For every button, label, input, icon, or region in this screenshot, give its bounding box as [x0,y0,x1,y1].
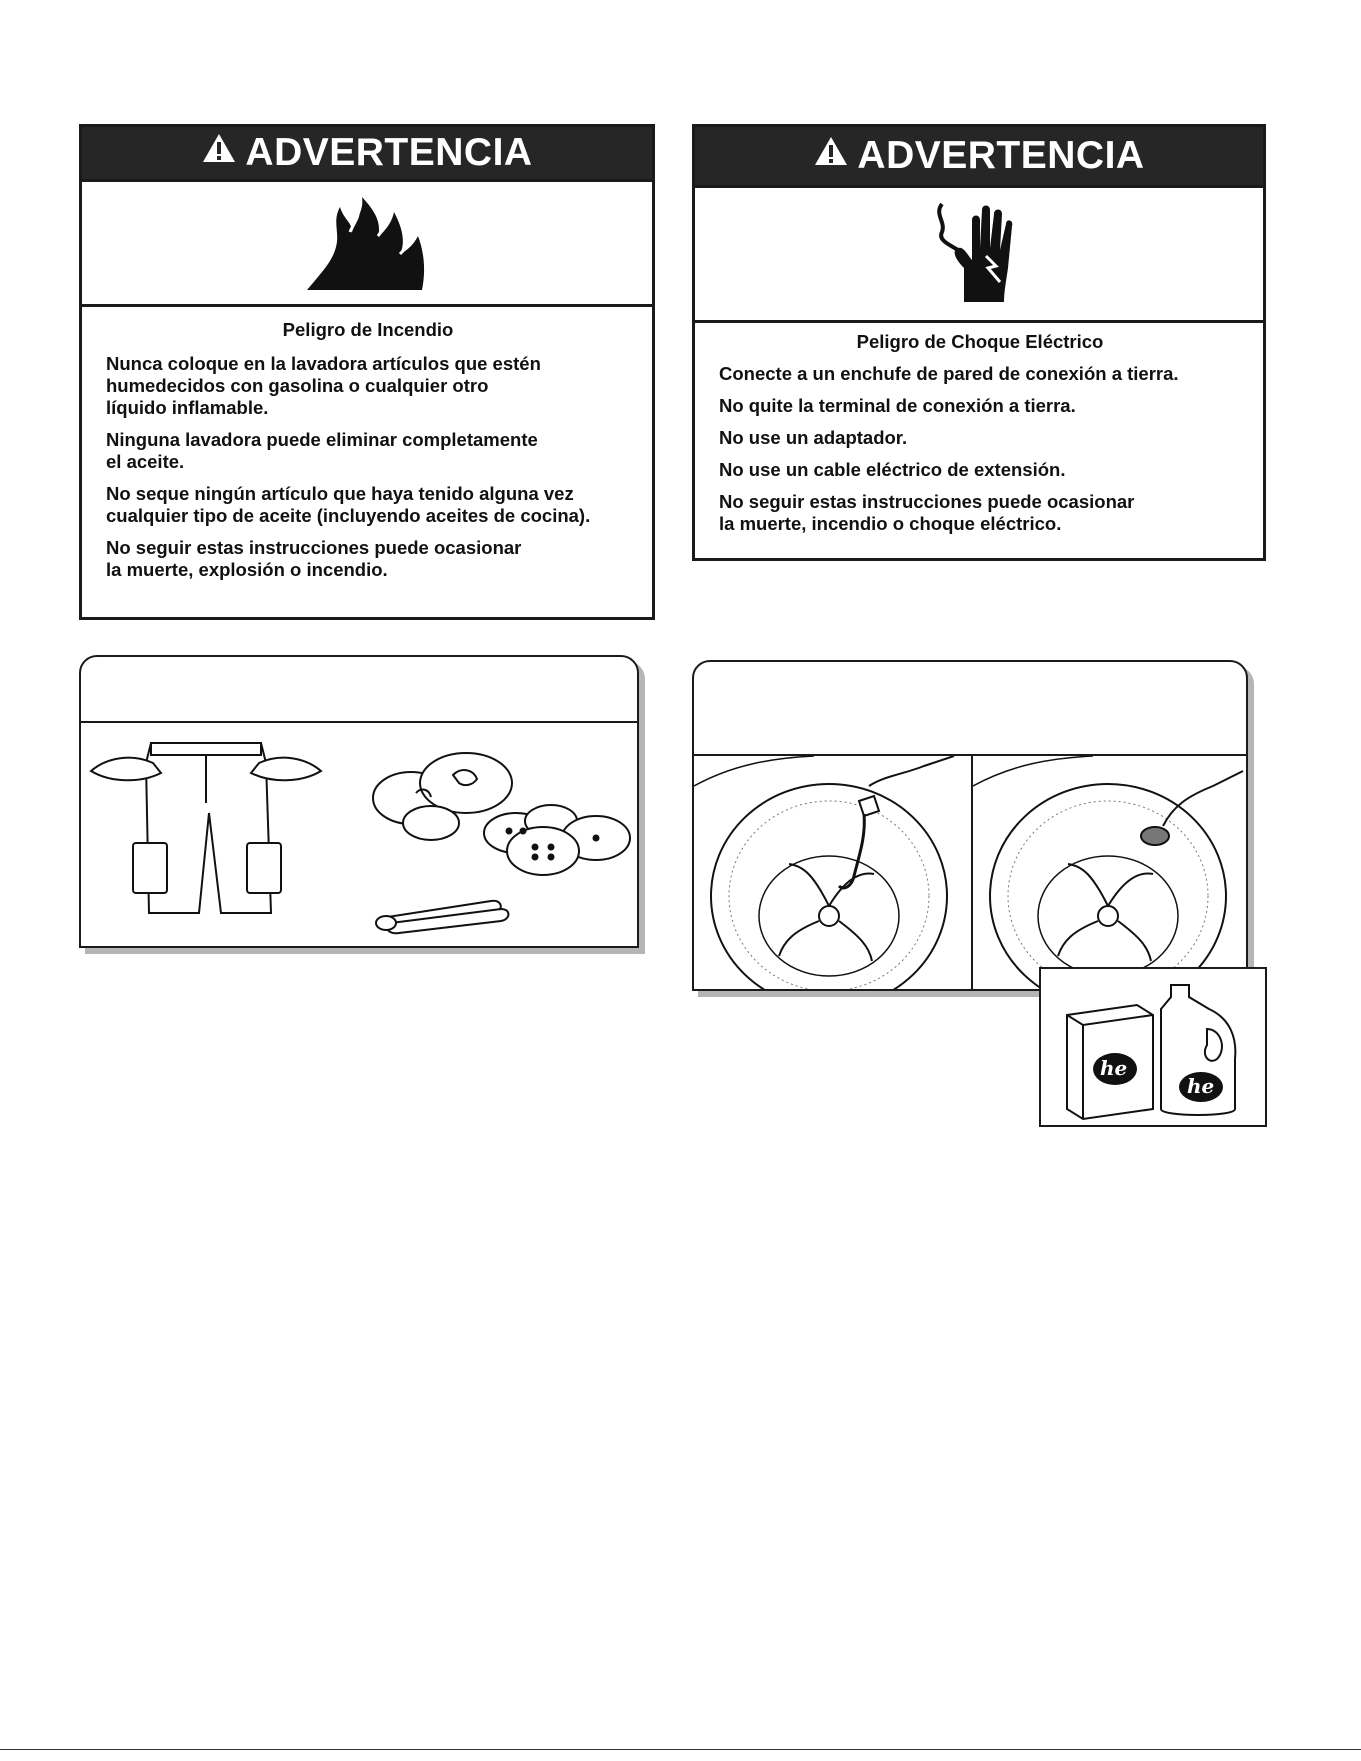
fire-warning-paragraph: Ninguna lavadora puede eliminar completamente el aceite. [106,429,538,472]
shock-hazard-pictogram [695,185,1263,323]
shock-warning-title: ADVERTENCIA [857,134,1145,177]
page-bottom-rule [0,1749,1361,1750]
fire-warning-box [79,124,655,620]
shock-warning-subtitle: Peligro de Choque Eléctrico [856,331,1104,352]
shock-warning-paragraph: No use un cable eléctrico de extensión. [719,459,1066,480]
fire-warning-subtitle: Peligro de Incendio [282,319,454,340]
shock-warning-box [692,124,1266,561]
shock-warning-paragraph: No quite la terminal de conexión a tierra. [719,395,1076,416]
fire-warning-paragraph: Nunca coloque en la lavadora artículos que estén humedecidos con gasolina o cualquier otro líquido inflamable. [106,353,541,418]
shock-warning-header [695,127,1263,185]
fire-warning-title: ADVERTENCIA [245,131,533,174]
fire-hazard-pictogram [82,179,652,307]
empty-pockets-illustration-panel [79,655,639,948]
he-logo-bottle-text: he [1187,1074,1215,1098]
add-detergent-illustration-panel [692,660,1248,991]
shock-warning-paragraph: No use un adaptador. [719,427,908,448]
shock-warning-paragraph: Conecte a un enchufe de pared de conexión a tierra. [719,363,1179,384]
buttons-icon [484,805,630,875]
washer-liquid-detergent-illustration [694,756,969,991]
he-logo-box-text: he [1100,1056,1128,1080]
warning-triangle-icon [201,126,237,178]
he-detergent-logo-box [1039,967,1267,1127]
fire-warning-paragraph: No seguir estas instrucciones puede ocasionar la muerte, explosión o incendio. [106,537,522,580]
warning-triangle-icon [813,126,849,184]
washer-detergent-pod-illustration [973,756,1248,991]
safety-pins-icon [376,901,509,934]
fire-warning-header [82,127,652,179]
electric-shock-hand-icon [924,198,1034,308]
pants-icon [91,743,321,913]
he-detergent-products-icon [1041,969,1265,1125]
shock-warning-paragraph: No seguir estas instrucciones puede ocasionar la muerte, incendio o choque eléctrico. [719,491,1135,534]
fire-warning-paragraph: No seque ningún artículo que haya tenido alguna vez cualquier tipo de aceite (incluyendo aceites de cocina). [106,483,591,526]
pockets-illustration [81,723,637,948]
fire-icon [302,192,432,292]
